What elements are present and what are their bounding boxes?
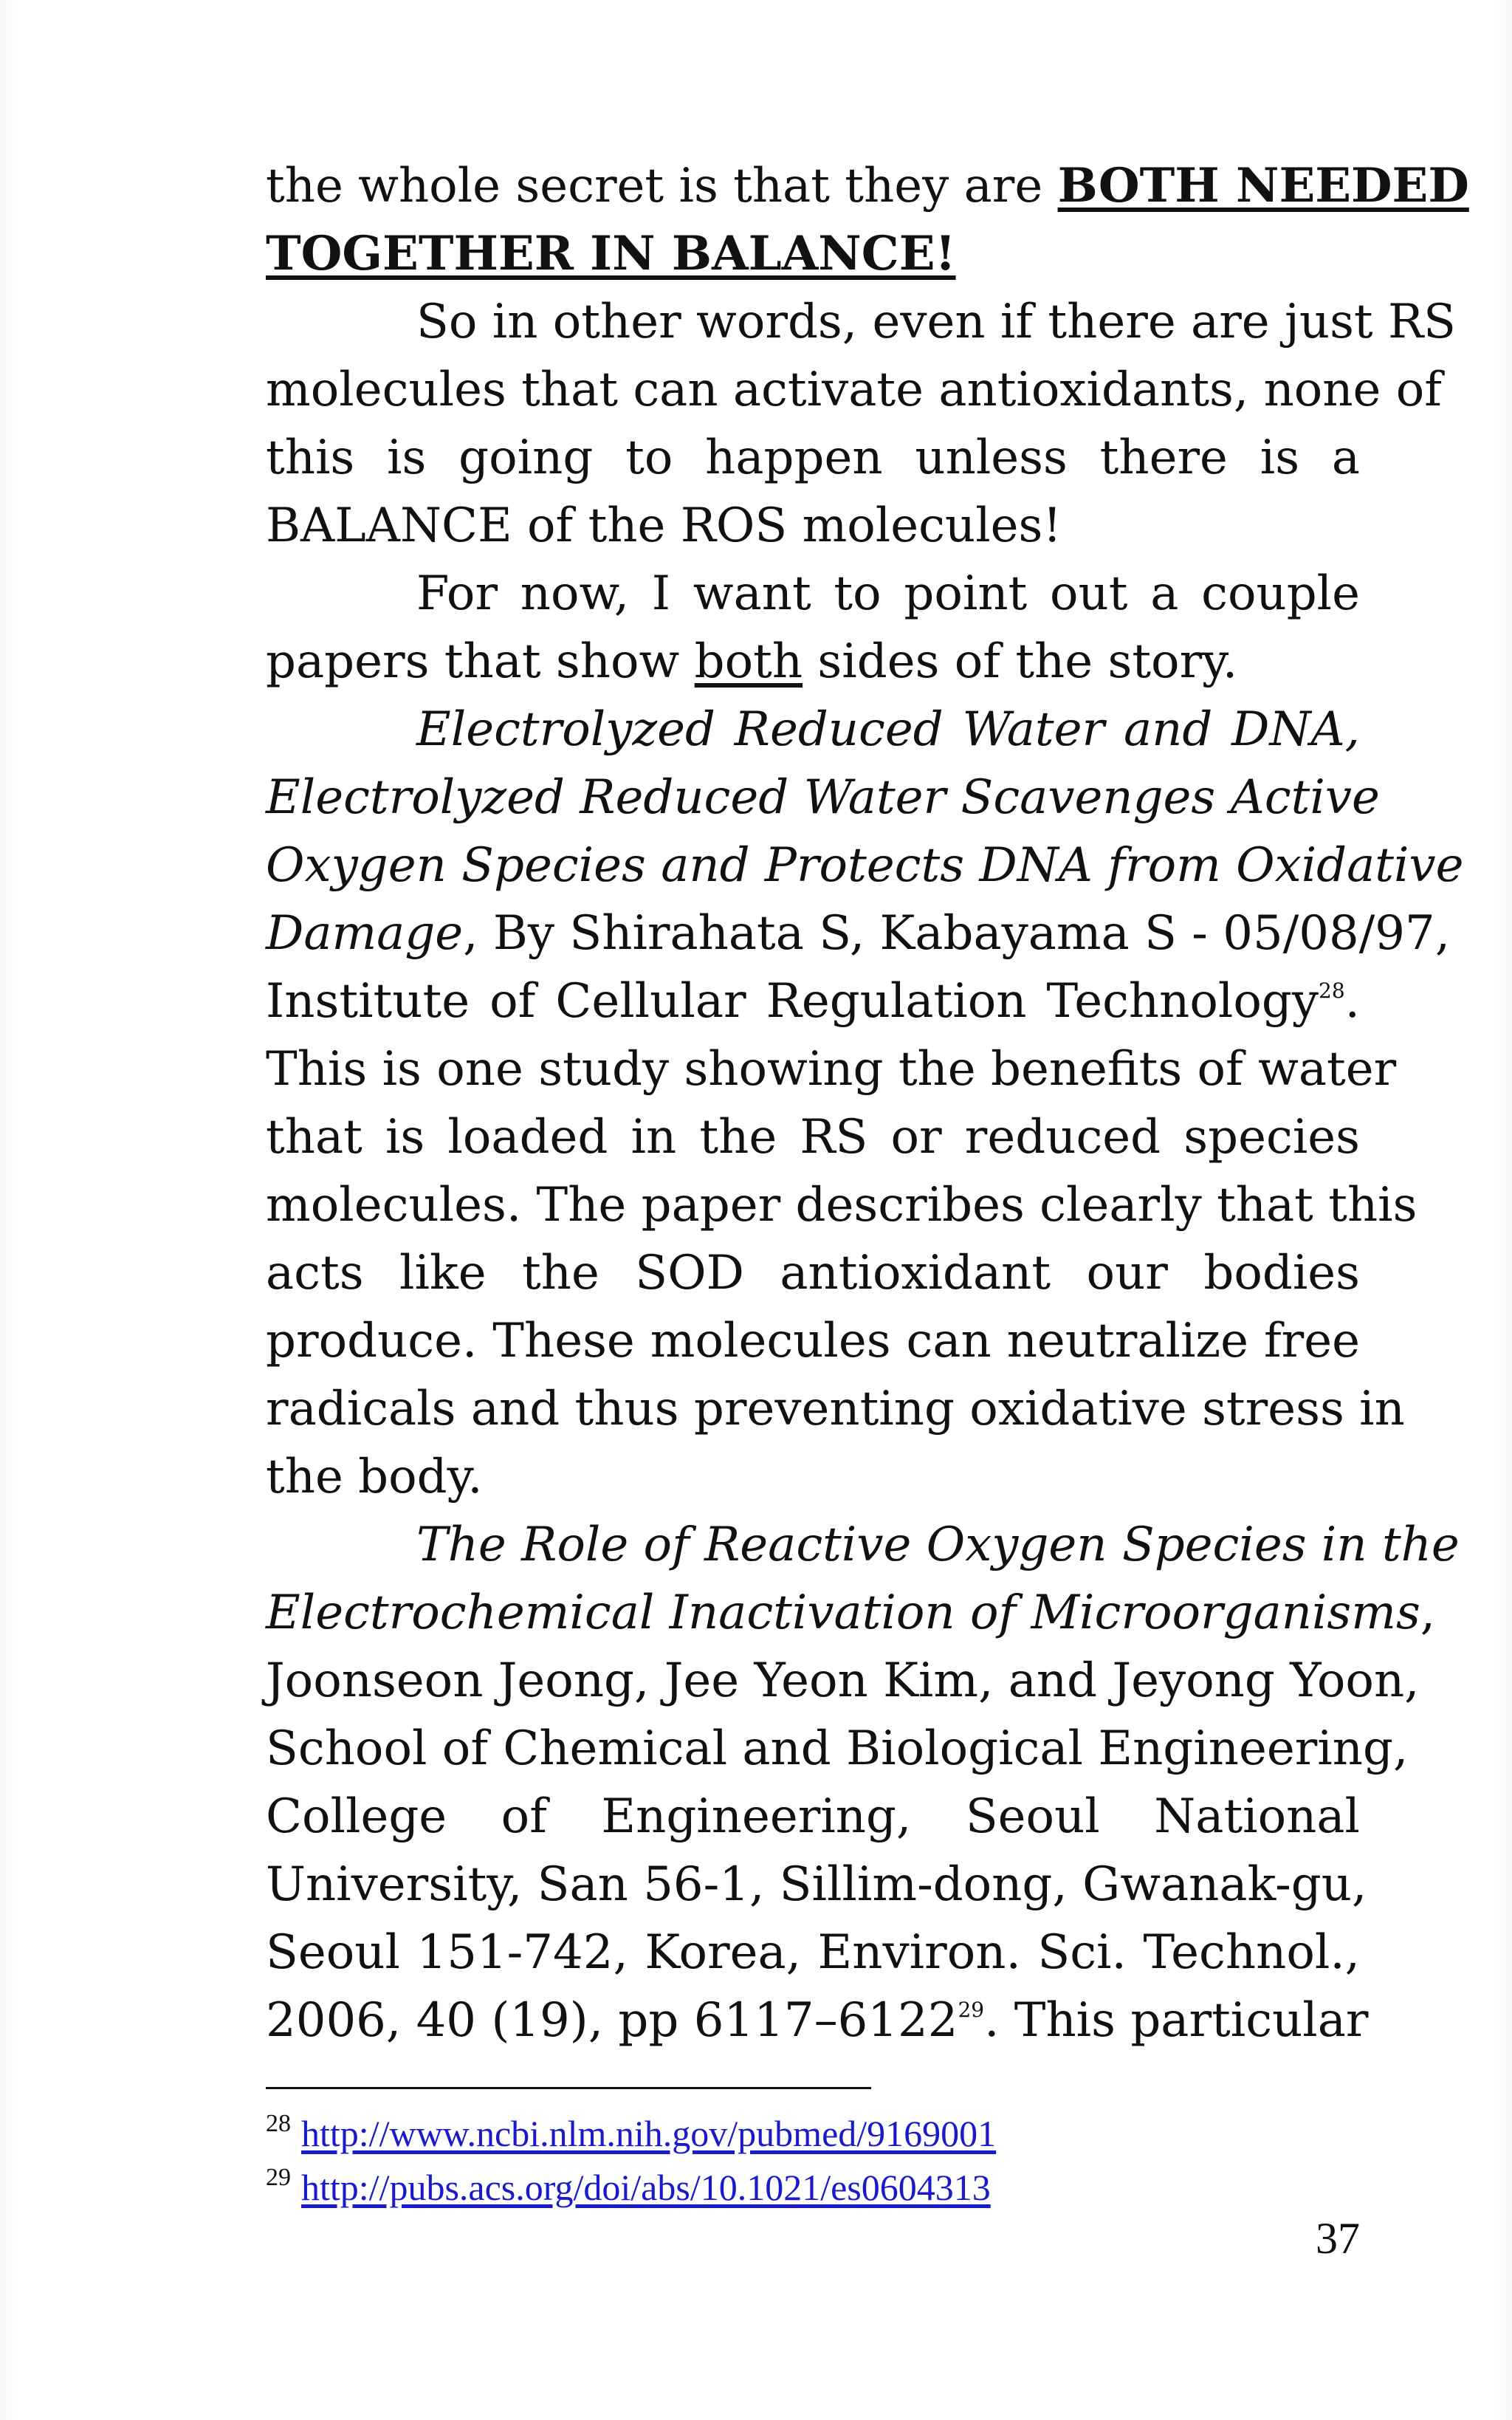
text-line: For now, I want to point out a couple (416, 566, 1360, 621)
text-line: that is loaded in the RS or reduced species (266, 1110, 1360, 1165)
footnote-divider (266, 2087, 871, 2089)
text-line: produce. These molecules can neutralize free (266, 1314, 1360, 1368)
text-line: molecules. The paper describes clearly that this (266, 1178, 1418, 1233)
text-line: the body. (266, 1450, 483, 1504)
citation-title-line: Electrolyzed Reduced Water Scavenges Active (266, 770, 1380, 825)
text-span: . This particular (984, 1993, 1369, 2048)
text-line: Seoul 151-742, Korea, Environ. Sci. Technol., (266, 1925, 1360, 1980)
footnote-number: 29 (266, 2164, 291, 2191)
citation-title-line: The Role of Reactive Oxygen Species in the (416, 1518, 1460, 1572)
citation-title-line: Electrolyzed Reduced Water and DNA, (416, 702, 1360, 757)
emphasis-text: TOGETHER IN BALANCE! (266, 226, 956, 281)
citation-title-line: Oxygen Species and Protects DNA from Oxidative (266, 838, 1464, 893)
text-span: 2006, 40 (19), pp 6117–6122 (266, 1993, 958, 2048)
text-span: papers that show (266, 634, 695, 689)
footnotes (266, 2109, 1360, 2217)
footnote-reference[interactable]: 29 (958, 1998, 985, 2022)
paragraph-5 (266, 1511, 1460, 2054)
text-line: Joonseon Jeong, Jee Yeon Kim, and Jeyong Yoon, (266, 1653, 1420, 1708)
paragraph-3 (266, 560, 1360, 696)
body-text (266, 152, 1469, 2054)
text-line: School of Chemical and Biological Engineering, (266, 1721, 1409, 1776)
text-line (266, 628, 1360, 696)
citation-title-text: Electrochemical Inactivation of Microorganisms (266, 1586, 1420, 1640)
paragraph-1 (266, 152, 1469, 288)
text-line (266, 967, 1360, 1035)
footnote-link[interactable]: http://pubs.acs.org/doi/abs/10.1021/es0604313 (301, 2167, 991, 2208)
footnote-link[interactable]: http://www.ncbi.nlm.nih.gov/pubmed/9169001 (301, 2113, 997, 2154)
footnote-number: 28 (266, 2110, 291, 2137)
citation-title-text: Damage (266, 906, 464, 961)
paragraph-4 (266, 696, 1464, 1511)
text-line: this is going to happen unless there is a (266, 431, 1360, 485)
footnote-reference[interactable]: 28 (1319, 978, 1345, 1003)
text-line: College of Engineering, Seoul National (266, 1789, 1360, 1844)
text-line: acts like the SOD antioxidant our bodies (266, 1246, 1360, 1300)
text-span: . (1344, 974, 1360, 1029)
text-line: This is one study showing the benefits of water (266, 1042, 1397, 1097)
text-line: University, San 56-1, Sillim-dong, Gwanak-gu, (266, 1857, 1367, 1912)
text-span: sides of the story. (803, 634, 1238, 689)
text-line (266, 1987, 1369, 2054)
underlined-text: both (694, 634, 803, 689)
text-line: radicals and thus preventing oxidative stress in (266, 1382, 1405, 1436)
text-span: Institute of Cellular Regulation Technology (266, 974, 1319, 1029)
page-number: 37 (1316, 2214, 1360, 2263)
text-line (266, 1579, 1436, 1647)
text-span: the whole secret is that they are (266, 159, 1058, 213)
paragraph-2 (266, 288, 1456, 560)
text-line: So in other words, even if there are just RS (416, 295, 1456, 349)
footnote-29 (266, 2163, 1360, 2217)
emphasis-text: BOTH NEEDED (1057, 158, 1469, 213)
footnote-28 (266, 2109, 1360, 2163)
text-line: BALANCE of the ROS molecules! (266, 498, 1062, 553)
text-span: , By Shirahata S, Kabayama S - 05/08/97, (463, 906, 1451, 961)
text-line (266, 152, 1469, 220)
text-line (266, 899, 1451, 967)
text-line: molecules that can activate antioxidants, none of (266, 363, 1442, 417)
text-line (266, 220, 1360, 288)
text-span: , (1420, 1586, 1436, 1640)
